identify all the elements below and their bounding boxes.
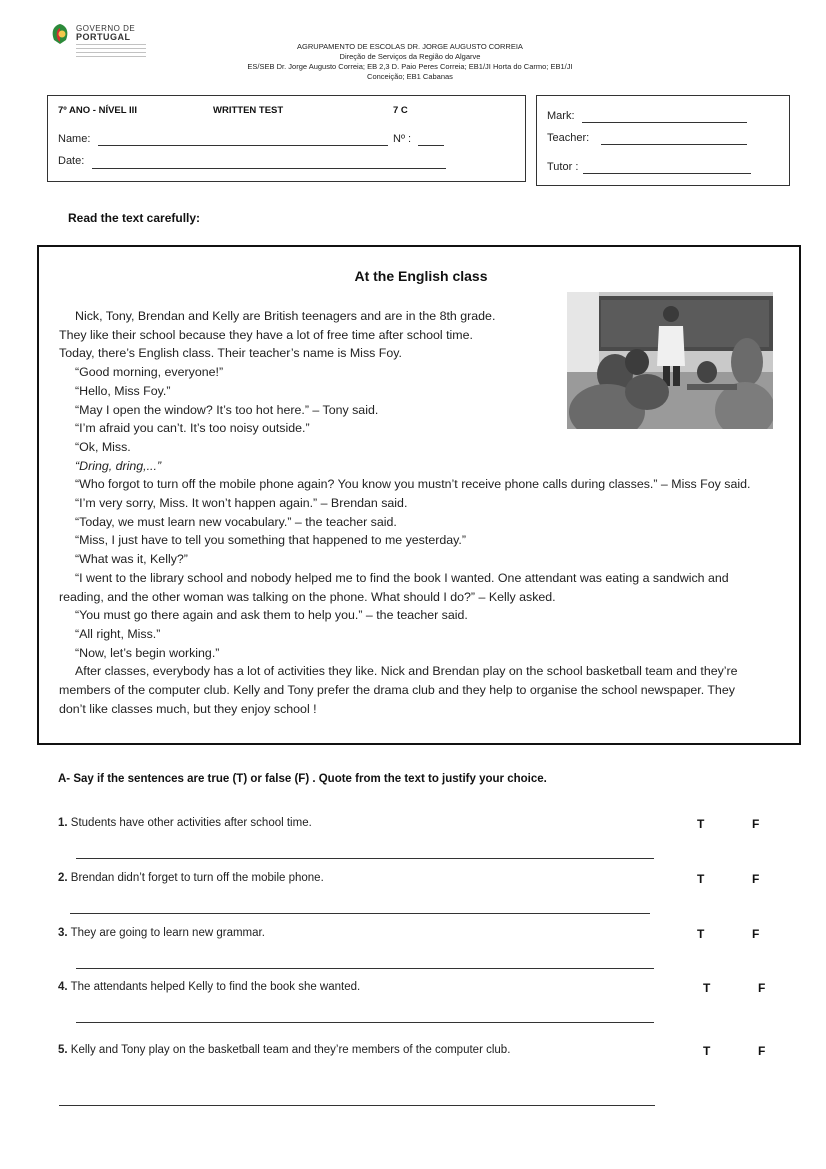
school-line: Direção de Serviços da Região do Algarve <box>339 52 481 61</box>
exercise-heading: A- Say if the sentences are true (T) or false (F) . Quote from the text to justify your choice. <box>58 773 547 785</box>
passage-line: Today, there’s English class. Their teacher’s name is Miss Foy. <box>59 346 402 361</box>
answer-line[interactable] <box>76 968 654 969</box>
logo-line-1: GOVERNO DE <box>76 24 136 33</box>
name-label: Name: <box>58 133 91 145</box>
school-line: ES/SEB Dr. Jorge Augusto Correia; EB 2,3 D. Paio Peres Correia; EB1/JI Horta do Carmo; EB1/JI <box>247 62 573 71</box>
passage-line: “I’m very sorry, Miss. It won’t happen again.” – Brendan said. <box>75 496 408 511</box>
passage-line: “Miss, I just have to tell you something that happened to me yesterday.” <box>75 533 466 548</box>
question-number: 5. <box>58 1044 68 1056</box>
passage-line: “Hello, Miss Foy.” <box>75 383 171 398</box>
number-field[interactable] <box>418 145 444 146</box>
test-type-label: WRITTEN TEST <box>213 105 284 116</box>
instruction-text: Read the text carefully: <box>68 211 201 225</box>
portugal-emblem-icon <box>48 22 72 46</box>
teacher-info-box <box>536 95 790 186</box>
name-field[interactable] <box>98 145 388 146</box>
passage-line: “May I open the window? It’s too hot here.” – Tony said. <box>75 402 379 417</box>
question-text: They are going to learn new grammar. <box>70 927 265 939</box>
question-3 <box>58 927 265 939</box>
government-logo <box>48 22 148 62</box>
answer-line[interactable] <box>76 858 654 859</box>
question-number: 1. <box>58 817 68 829</box>
answer-line[interactable] <box>76 1022 654 1023</box>
reading-passage <box>59 307 759 718</box>
mark-label: Mark: <box>547 110 575 122</box>
number-label: Nº : <box>393 133 412 145</box>
grade-label: 7º ANO - NÍVEL III <box>58 105 137 116</box>
teacher-field[interactable] <box>601 144 747 145</box>
passage-line: Nick, Tony, Brendan and Kelly are British teenagers and are in the 8th grade. <box>75 309 496 323</box>
question-5 <box>58 1044 510 1056</box>
student-info-box <box>47 95 526 182</box>
question-number: 2. <box>58 872 68 884</box>
true-option[interactable]: T <box>703 1044 711 1058</box>
school-header <box>230 42 590 82</box>
passage-line: “I’m afraid you can’t. It’s too noisy outside.” <box>75 421 310 436</box>
question-number: 3. <box>58 927 68 939</box>
passage-line: “All right, Miss.” <box>75 626 161 641</box>
passage-line: “Who forgot to turn off the mobile phone again? You know you mustn’t receive phone calls during classes.” – Miss Foy said. <box>75 477 751 492</box>
reading-title: At the English class <box>354 268 488 284</box>
passage-line: “Good morning, everyone!” <box>75 365 224 380</box>
passage-line: “You must go there again and ask them to help you.” – the teacher said. <box>75 608 468 623</box>
passage-line: “What was it, Kelly?” <box>75 552 188 567</box>
school-line: Conceição; EB1 Cabanas <box>367 72 453 81</box>
question-number: 4. <box>58 981 68 993</box>
tutor-label: Tutor : <box>547 161 579 173</box>
logo-line-2: PORTUGAL <box>76 32 131 42</box>
passage-line: “Ok, Miss. <box>75 439 131 454</box>
question-text: Kelly and Tony play on the basketball team and they’re members of the computer club. <box>70 1044 511 1056</box>
true-option[interactable]: T <box>697 872 705 886</box>
class-label: 7 C <box>393 105 408 116</box>
school-line: AGRUPAMENTO DE ESCOLAS DR. JORGE AUGUSTO CORREIA <box>297 42 523 51</box>
false-option[interactable]: F <box>752 872 760 886</box>
false-option[interactable]: F <box>752 817 760 831</box>
answer-line[interactable] <box>59 1105 655 1106</box>
question-text: The attendants helped Kelly to find the book she wanted. <box>70 981 361 993</box>
passage-line: “I went to the library school and nobody helped me to find the book I wanted. One attendant was eating a sandwich and reading, and the other woman was talking on the phone. What should I do?” – Kelly asked. <box>59 570 729 604</box>
logo-fine-print <box>76 44 146 58</box>
question-text: Students have other activities after school time. <box>70 817 312 829</box>
date-field[interactable] <box>92 168 446 169</box>
date-label: Date: <box>58 155 85 167</box>
question-4 <box>58 981 360 993</box>
false-option[interactable]: F <box>752 927 760 941</box>
passage-line: After classes, everybody has a lot of activities they like. Nick and Brendan play on the school basketball team and they’re members of the computer club. Kelly and Tony prefer the drama club and they help to organise the school newspaper. They don’t like classes much, but they enjoy school ! <box>59 664 738 716</box>
passage-line: “Dring, dring,...” <box>75 458 162 473</box>
passage-line: “Today, we must learn new vocabulary.” – the teacher said. <box>75 514 397 529</box>
question-text: Brendan didn’t forget to turn off the mobile phone. <box>70 872 324 884</box>
teacher-label: Teacher: <box>547 132 590 144</box>
tutor-field[interactable] <box>583 173 751 174</box>
passage-line: They like their school because they have a lot of free time after school time. <box>59 327 473 342</box>
mark-field[interactable] <box>582 122 747 123</box>
false-option[interactable]: F <box>758 981 766 995</box>
true-option[interactable]: T <box>697 927 705 941</box>
question-1 <box>58 817 312 829</box>
false-option[interactable]: F <box>758 1044 766 1058</box>
true-option[interactable]: T <box>703 981 711 995</box>
question-2 <box>58 872 324 884</box>
answer-line[interactable] <box>70 913 650 914</box>
passage-line: “Now, let’s begin working.” <box>75 645 220 660</box>
true-option[interactable]: T <box>697 817 705 831</box>
